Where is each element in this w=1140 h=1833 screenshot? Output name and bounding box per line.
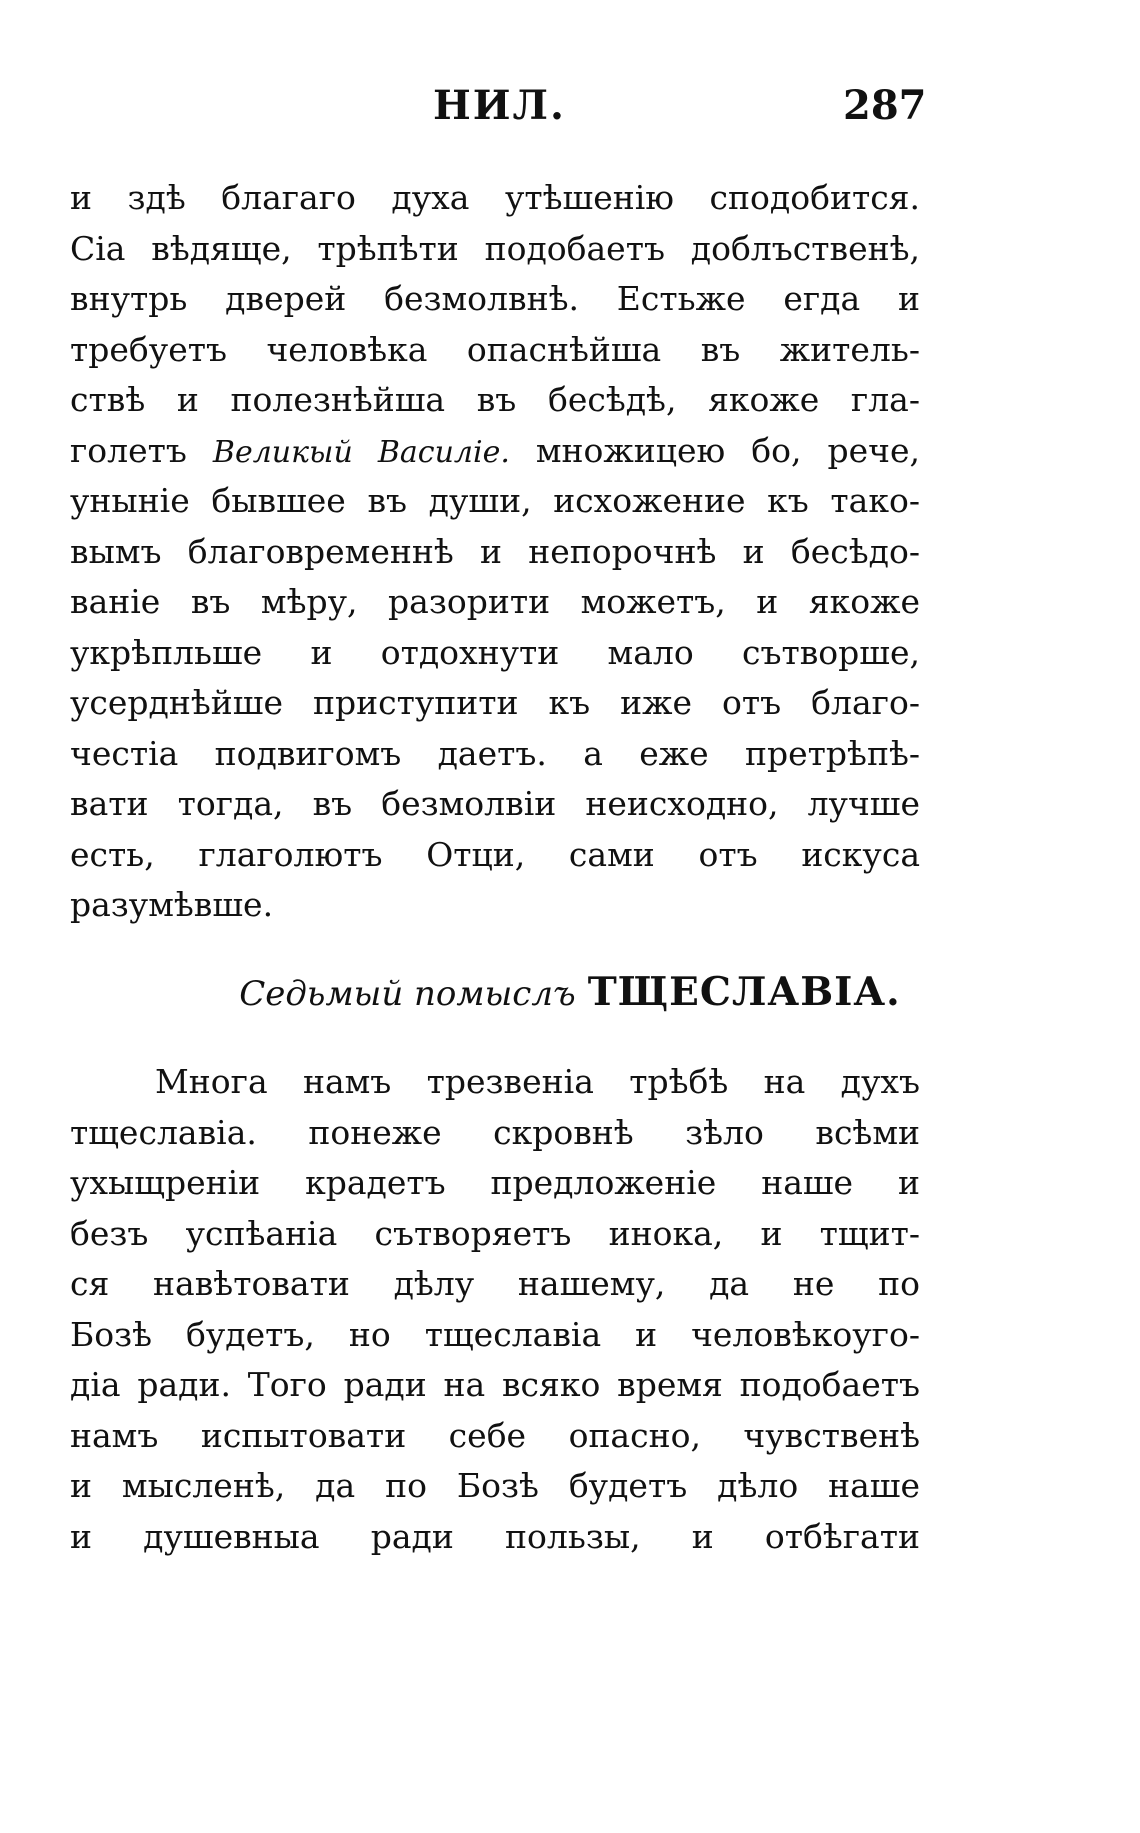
text-line: вымъ благовременнѣ и непорочнѣ и бесѣдо- — [70, 531, 920, 571]
running-head — [0, 82, 1140, 142]
text-line: ваніе въ мѣру, разорити можетъ, и якоже — [70, 582, 920, 621]
paragraph-vainglory — [70, 1057, 920, 1562]
page-number: 287 — [843, 82, 927, 129]
running-title: НИЛ. — [433, 82, 566, 129]
text-line: Сіа вѣдяще, трѣпѣти подобаетъ доблъственѣ, — [70, 228, 920, 268]
paragraph-continued — [70, 173, 920, 931]
text-line: есть, глаголютъ Отци, сами отъ искуса — [70, 834, 920, 874]
text-line: уныніе бывшее въ души, исхожение къ тако- — [70, 481, 920, 520]
section-heading-italic: Седьмый помыслъ — [239, 974, 576, 1014]
text-line: усерднѣйше приступити къ иже отъ благо- — [70, 683, 920, 722]
text-line: ухыщреніи крадетъ предложеніе наше и — [70, 1163, 920, 1202]
text-line: внутрь дверей безмолвнѣ. Естьже егда и — [70, 279, 920, 318]
text-line: и здѣ благаго духа утѣшенію сподобится. — [70, 178, 920, 217]
text-line: намъ испытовати себе опасно, чувственѣ — [70, 1415, 920, 1455]
text-line: Бозѣ будетъ, но тщеславіа и человѣкоуго- — [70, 1314, 920, 1354]
text-line-with-italic: голетъ Великый Василіе. множицею бо, рече, — [70, 430, 920, 470]
text-line: ствѣ и полезнѣйша въ бесѣдѣ, якоже гла- — [70, 380, 920, 419]
italic-phrase: Великый Василіе. — [212, 434, 510, 470]
text-line: Многа намъ трезвеніа трѣбѣ на духъ — [155, 1062, 920, 1101]
section-heading — [0, 962, 1140, 1024]
text-line: честіа подвигомъ даетъ. а еже претрѣпѣ- — [70, 733, 920, 773]
text-line: діа ради. Того ради на всяко время подобаетъ — [70, 1365, 920, 1404]
text-line: безъ успѣаніа сътворяетъ инока, и тщит- — [70, 1213, 920, 1253]
text-line: укрѣпльше и отдохнути мало сътворше, — [70, 632, 920, 672]
text-line: и душевныа ради пользы, и отбѣгати — [70, 1516, 920, 1556]
text-line: тщеславіа. понеже скровнѣ зѣло всѣми — [70, 1112, 920, 1152]
text-line: и мысленѣ, да по Бозѣ будетъ дѣло наше — [70, 1466, 920, 1505]
text-line: ся навѣтовати дѣлу нашему, да не по — [70, 1264, 920, 1303]
text-line: разумѣвше. — [70, 885, 274, 924]
text-line: требуетъ человѣка опаснѣйша въ житель- — [70, 329, 920, 369]
section-heading-caps: ТЩЕСЛАВІА. — [587, 969, 901, 1015]
text-line: вати тогда, въ безмолвіи неисходно, лучше — [70, 784, 920, 823]
